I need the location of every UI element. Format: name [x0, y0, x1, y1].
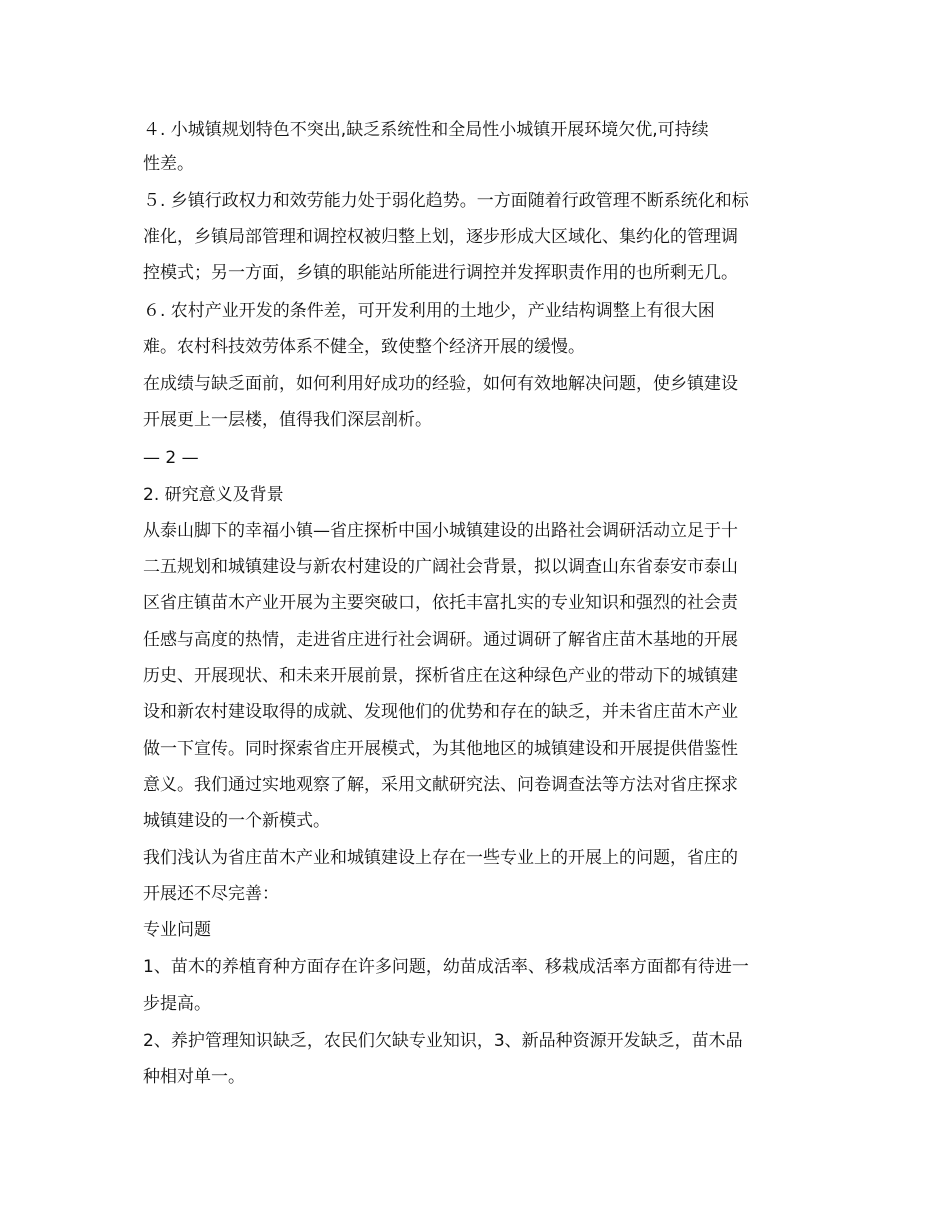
text-line: 我们浅认为省庄苗木产业和城镇建设上存在一些专业上的开展上的问题，省庄的 — [143, 848, 738, 868]
text-line: 在成绩与缺乏面前，如何利用好成功的经验，如何有效地解决问题，使乡镇建设 — [143, 374, 738, 394]
text-line: 1、苗木的养植育种方面存在许多问题，幼苗成活率、移栽成活率方面都有待进一 — [143, 957, 749, 977]
section-heading: 2. 研究意义及背景 — [143, 485, 284, 505]
text-line: 历史、开展现状、和未来开展前景，探析省庄在这种绿色产业的带动下的城镇建 — [143, 666, 738, 686]
text-line: 2、养护管理知识缺乏，农民们欠缺专业知识，3、新品种资源开发缺乏，苗木品 — [143, 1031, 743, 1051]
subheading: 专业问题 — [143, 920, 211, 940]
text-line: 区省庄镇苗木产业开展为主要突破口，依托丰富扎实的专业知识和强烈的社会责 — [143, 593, 738, 613]
text-line: 二五规划和城镇建设与新农村建设的广阔社会背景，拟以调查山东省泰安市泰山 — [143, 557, 738, 577]
text-line: 开展更上一层楼，值得我们深层剖析。 — [143, 410, 432, 430]
text-line: ６. 农村产业开发的条件差，可开发利用的土地少，产业结构调整上有很大困 — [143, 301, 715, 321]
text-line: ５. 乡镇行政权力和效劳能力处于弱化趋势。一方面随着行政管理不断系统化和标 — [143, 191, 749, 211]
text-line: 种相对单一。 — [143, 1067, 245, 1087]
text-line: 做一下宣传。同时探索省庄开展模式，为其他地区的城镇建设和开展提供借鉴性 — [143, 739, 738, 759]
page-number: — 2 — — [143, 448, 199, 468]
text-line: ４. 小城镇规划特色不突出,缺乏系统性和全局性小城镇开展环境欠优,可持续 — [143, 120, 709, 140]
text-line: 任感与高度的热情，走进省庄进行社会调研。通过调研了解省庄苗木基地的开展 — [143, 630, 738, 650]
text-line: 准化，乡镇局部管理和调控权被归整上划，逐步形成大区域化、集约化的管理调 — [143, 227, 738, 247]
text-line: 城镇建设的一个新模式。 — [143, 811, 330, 831]
text-line: 意义。我们通过实地观察了解，采用文献研究法、问卷调查法等方法对省庄探求 — [143, 775, 738, 795]
text-line: 从泰山脚下的幸福小镇—省庄探析中国小城镇建设的出路社会调研活动立足于十 — [143, 521, 738, 541]
text-line: 步提高。 — [143, 994, 211, 1014]
text-line: 设和新农村建设取得的成就、发现他们的优势和存在的缺乏，并未省庄苗木产业 — [143, 702, 738, 722]
text-line: 开展还不尽完善： — [143, 884, 279, 904]
text-line: 难。农村科技效劳体系不健全，致使整个经济开展的缓慢。 — [143, 337, 585, 357]
text-line: 控模式；另一方面，乡镇的职能站所能进行调控并发挥职责作用的也所剩无几。 — [143, 263, 738, 283]
text-line: 性差。 — [143, 154, 194, 174]
